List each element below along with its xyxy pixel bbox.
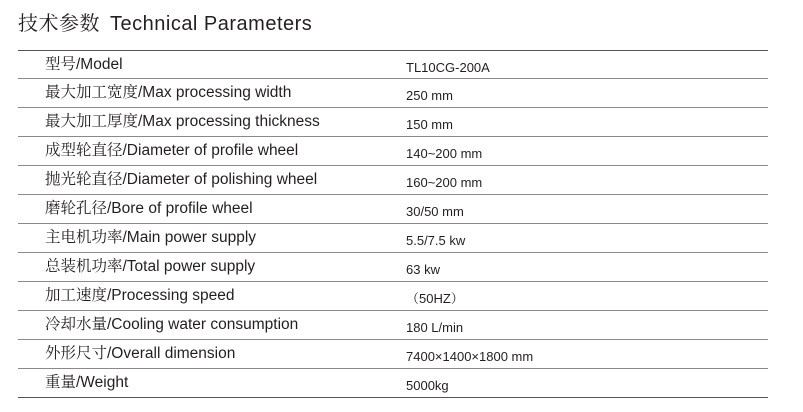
- row-value: TL10CG-200A: [406, 60, 490, 75]
- row-label: 磨轮孔径/Bore of profile wheel: [45, 200, 253, 217]
- title-en: Technical Parameters: [110, 13, 313, 35]
- row-label: 型号/Model: [45, 56, 123, 73]
- row-label: 主电机功率/Main power supply: [45, 229, 257, 246]
- row-label: 加工速度/Processing speed: [45, 287, 235, 304]
- row-label: 重量/Weight: [45, 374, 129, 391]
- row-label: 抛光轮直径/Diameter of polishing wheel: [45, 171, 318, 188]
- row-value: 140~200 mm: [406, 146, 483, 161]
- table-row: [18, 108, 768, 137]
- row-value: （50HZ）: [406, 291, 464, 306]
- title-zh: 技术参数: [18, 13, 100, 35]
- row-label: 成型轮直径/Diameter of profile wheel: [45, 142, 299, 159]
- table-row: [18, 311, 768, 340]
- row-value: 5000kg: [406, 378, 449, 393]
- row-value: 150 mm: [406, 117, 453, 132]
- row-label: 冷却水量/Cooling water consumption: [45, 316, 299, 333]
- row-value: 180 L/min: [406, 320, 464, 335]
- table-row: [18, 282, 768, 311]
- table-row: [18, 369, 768, 398]
- table-row: [18, 224, 768, 253]
- table-row: [18, 166, 768, 195]
- table-row: [18, 50, 768, 79]
- page-title: [18, 10, 312, 38]
- table-row: [18, 137, 768, 166]
- table-row: [18, 253, 768, 282]
- parameters-table: [18, 50, 768, 398]
- row-label: 最大加工宽度/Max processing width: [45, 84, 292, 101]
- row-label: 最大加工厚度/Max processing thickness: [45, 113, 320, 130]
- row-value: 250 mm: [406, 88, 453, 103]
- table-row: [18, 195, 768, 224]
- row-value: 160~200 mm: [406, 175, 483, 190]
- row-value: 30/50 mm: [406, 204, 464, 219]
- row-value: 5.5/7.5 kw: [406, 233, 466, 248]
- row-label: 总装机功率/Total power supply: [45, 258, 256, 275]
- row-label: 外形尺寸/Overall dimension: [45, 345, 236, 362]
- row-value: 7400×1400×1800 mm: [406, 349, 534, 364]
- table-row: [18, 79, 768, 108]
- table-row: [18, 340, 768, 369]
- row-value: 63 kw: [406, 262, 440, 277]
